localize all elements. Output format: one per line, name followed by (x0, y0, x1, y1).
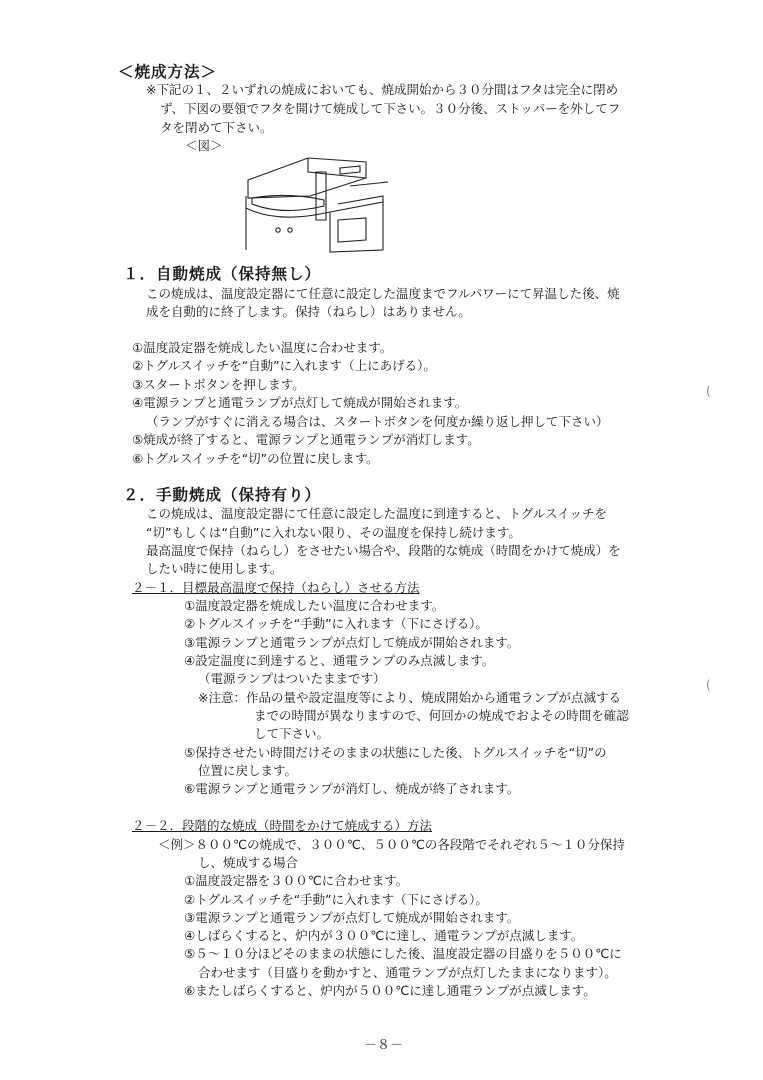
subsection-2-1-line: （電源ランプはついたままです） (198, 671, 386, 686)
section2-intro-line: この焼成は、温度設定器にて任意に設定した温度に到達すると、トグルスイッチを (146, 506, 608, 521)
subsection-2-2-example: し、焼成する場合 (198, 855, 299, 870)
subsection-2-2-heading: ２－２．段階的な焼成（時間をかけて焼成する）方法 (132, 818, 433, 833)
section2-intro-line: 最高温度で保持（ねらし）をさせたい場合や、段階的な焼成（時間をかけて焼成）を (146, 543, 621, 558)
subsection-2-1-heading: ２－１．目標最高温度で保持（ねらし）させる方法 (132, 580, 420, 595)
subsection-2-2-line: ②トグルスイッチを“手動”に入れます（下にさげる）。 (184, 892, 488, 907)
subsection-2-2-line: 合わせます（目盛りを動かすと、通電ランプが点灯したままになります）。 (198, 965, 617, 980)
subsection-2-2-line: ④しばらくすると、炉内が３００℃に達し、通電ランプが点滅します。 (184, 928, 584, 943)
subsection-2-1-line: ⑤保持させたい時間だけそのままの状態にした後、トグルスイッチを“切”の (184, 745, 607, 760)
subsection-2-1-line: 位置に戻します。 (198, 763, 298, 778)
subsection-2-1-line: ④設定温度に到達すると、通電ランプのみ点滅します。 (184, 653, 495, 668)
subsection-2-1-line: ②トグルスイッチを“手動”に入れます（下にさげる）。 (184, 616, 488, 631)
subsection-2-1-caution: して下さい。 (254, 726, 330, 741)
section1-step: ⑥トグルスイッチを“切”の位置に戻します。 (132, 451, 379, 466)
method-note-line: タを閉めて下さい。 (160, 120, 273, 135)
subsection-2-1-caution: ※注意：作品の量や設定温度等により、焼成開始から通電ランプが点滅する (198, 690, 621, 705)
method-heading: ＜焼成方法＞ (118, 63, 218, 81)
subsection-2-1-caution: までの時間が異なりますので、何回かの焼成でおよその時間を確認 (254, 708, 629, 723)
section1-intro-line: この焼成は、温度設定器にて任意に設定した温度までフルパワーにて昇温した後、焼 (146, 286, 620, 301)
subsection-2-2-example: ＜例＞８００℃の焼成で、３００℃、５００℃の各段階でそれぞれ５～１０分保持 (158, 837, 625, 852)
scan-mark: ( (706, 678, 711, 692)
section1-heading: １．自動焼成（保持無し） (123, 265, 322, 283)
section1-step: ②トグルスイッチを“自動”に入れます（上にあげる）。 (132, 358, 436, 373)
section1-step: ④電源ランプと通電ランプが点灯して焼成が開始されます。 (132, 395, 468, 410)
section1-step: ③スタートボタンを押します。 (132, 377, 305, 392)
subsection-2-2-line: ③電源ランプと通電ランプが点灯して焼成が開始されます。 (184, 910, 520, 925)
section1-intro-line: 成を自動的に終了します。保持（ねらし）はありません。 (146, 304, 471, 319)
method-note-line: ず、下図の要領でフタを開けて焼成して下さい。３０分後、ストッパーを外してフ (160, 101, 621, 116)
section2-intro-line: “切”もしくは“自動”に入れない限り、その温度を保持し続けます。 (146, 525, 521, 540)
figure-label: ＜図＞ (185, 138, 223, 153)
subsection-2-1-line: ③電源ランプと通電ランプが点灯して焼成が開始されます。 (184, 635, 520, 650)
subsection-2-1-line: ①温度設定器を焼成したい温度に合わせます。 (184, 598, 445, 613)
subsection-2-2-line: ⑤５～１０分ほどそのままの状態にした後、温度設定器の目盛りを５００℃に (184, 946, 622, 961)
section1-step-note: （ランプがすぐに消える場合は、スタートボタンを何度か繰り返し押して下さい） (146, 414, 609, 429)
subsection-2-2-line: ⑥またしばらくすると、炉内が５００℃に達し通電ランプが点滅します。 (184, 983, 596, 998)
section2-intro-line: したい時に使用します。 (146, 561, 283, 576)
scan-mark: ( (706, 384, 711, 398)
page-number: －８－ (364, 1038, 404, 1053)
subsection-2-2-line: ①温度設定器を３００℃に合わせます。 (184, 873, 409, 888)
subsection-2-1-line: ⑥電源ランプと通電ランプが消灯し、焼成が終了されます。 (184, 781, 520, 796)
section1-step: ⑤焼成が終了すると、電源ランプと通電ランプが消灯します。 (132, 432, 480, 447)
kiln-lid-illustration (238, 150, 393, 255)
method-note-line: ※下記の１、２いずれの焼成においても、焼成開始から３０分間はフタは完全に閉め (146, 82, 619, 97)
section2-heading: ２．手動焼成（保持有り） (123, 486, 322, 504)
section1-step: ①温度設定器を焼成したい温度に合わせます。 (132, 340, 393, 355)
